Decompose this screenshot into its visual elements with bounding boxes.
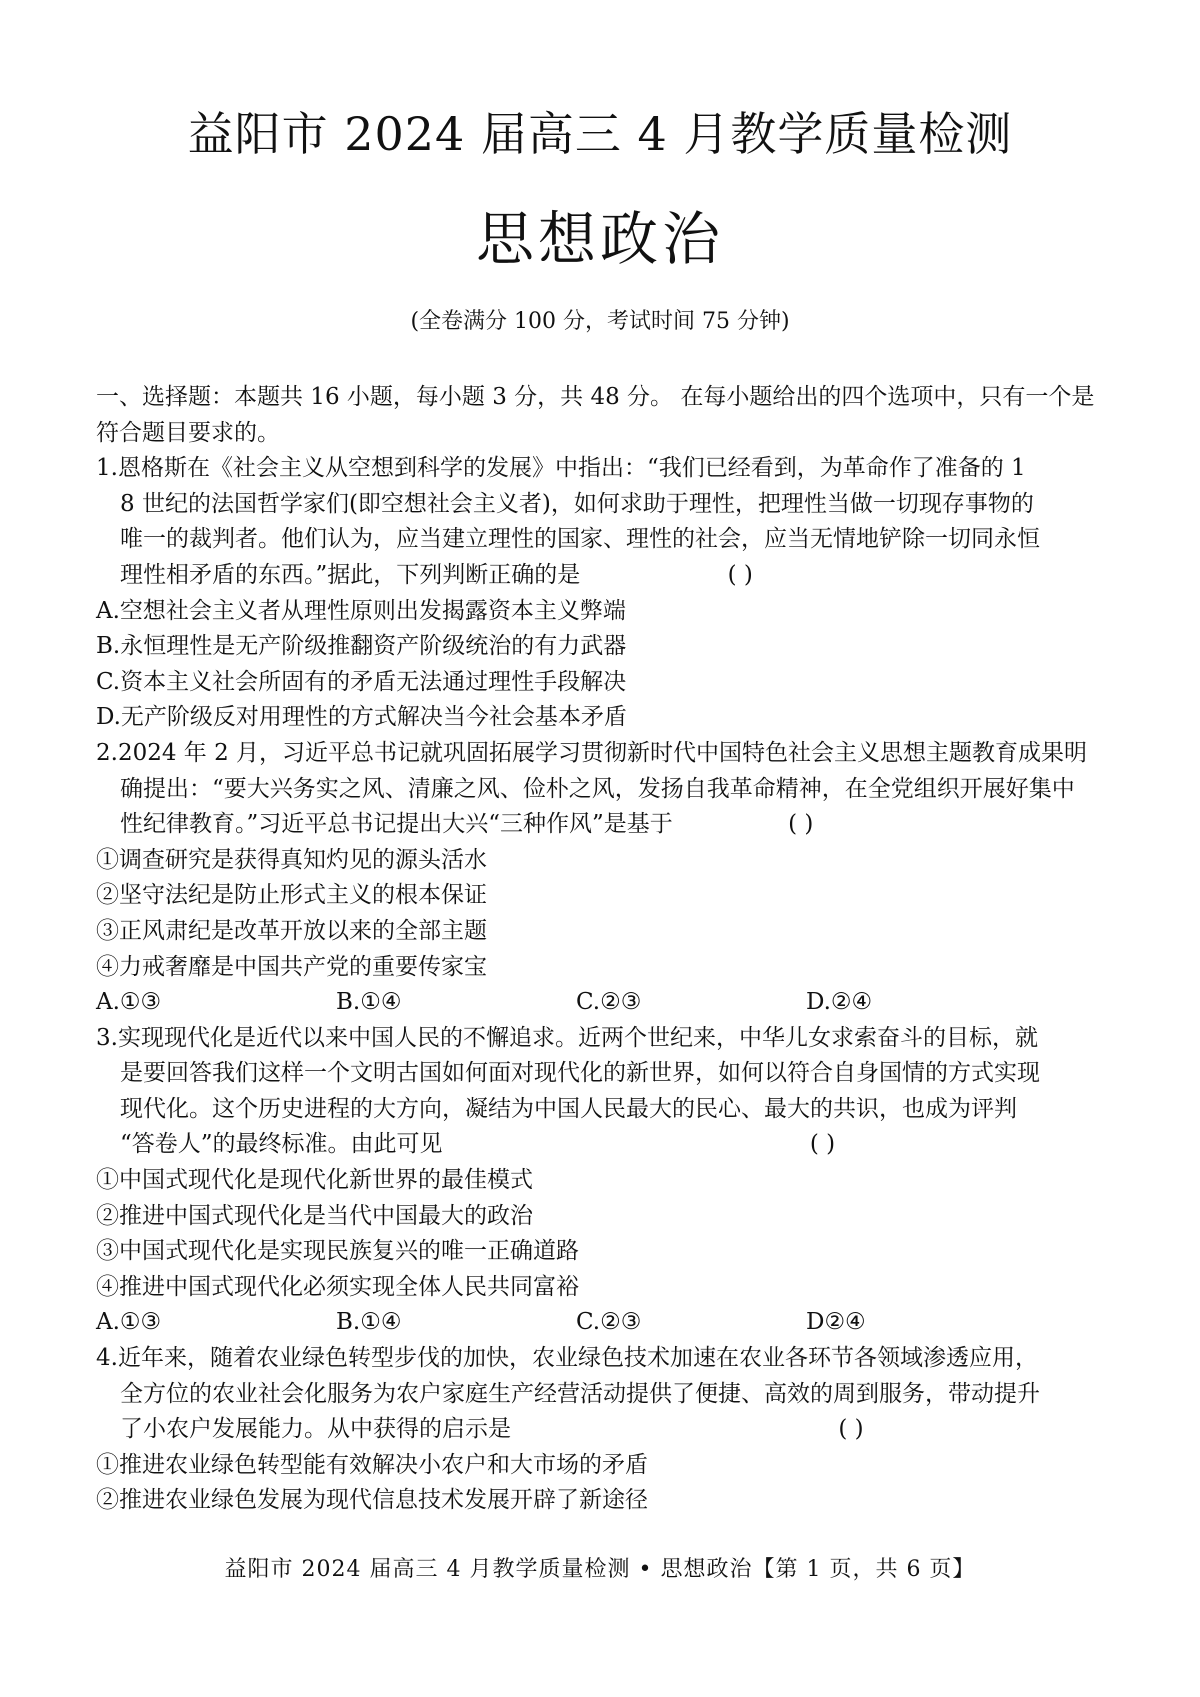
statement-1: ①推进农业绿色转型能有效解决小农户和大市场的矛盾 (96, 1451, 648, 1478)
question-stem-line: 现代化。这个历史进程的大方向，凝结为中国人民最大的民心、最大的共识，也成为评判 (120, 1095, 1017, 1122)
answer-bracket: ( ) (809, 1131, 836, 1158)
question-stem-line (96, 1127, 1116, 1163)
question-stem-line (96, 558, 1116, 594)
statement-2: ②推进中国式现代化是当代中国最大的政治 (96, 1202, 533, 1229)
question-stem-line: 唯一的裁判者。他们认为，应当建立理性的国家、理性的社会，应当无情地铲除一切同永恒 (120, 526, 1040, 553)
statement-1: ①中国式现代化是现代化新世界的最佳模式 (96, 1167, 533, 1194)
statement-3: ③正风肃纪是改革开放以来的全部主题 (96, 917, 487, 944)
question-stem-line: 4.近年来，随着农业绿色转型步伐的加快，农业绿色技术加速在农业各环节各领域渗透应用， (96, 1345, 1038, 1372)
question-stem-text: 性纪律教育。”习近平总书记提出大兴“三种作风”是基于 (120, 811, 673, 838)
statement-4: ④力戒奢靡是中国共产党的重要传家宝 (96, 953, 487, 980)
question-stem-text: “答卷人”的最终标准。由此可见 (120, 1131, 443, 1158)
question-stem-line: 3.实现现代化是近代以来中国人民的不懈追求。近两个世纪来，中华儿女求索奋斗的目标，就 (96, 1024, 1038, 1051)
question-4 (96, 1341, 1116, 1519)
exam-note: (全卷满分 100 分，考试时间 75 分钟) (410, 309, 790, 334)
answer-bracket: ( ) (727, 561, 753, 588)
statement-2: ②推进农业绿色发展为现代信息技术发展开辟了新途径 (96, 1487, 648, 1514)
exam-title: 益阳市 2024 届高三 4 月教学质量检测 (187, 107, 1013, 161)
question-2 (96, 736, 1116, 1021)
question-stem-line: 8 世纪的法国哲学家们(即空想社会主义者)，如何求助于理性，把理性当做一切现存事物的 (120, 490, 1034, 517)
question-content (96, 380, 1116, 1519)
statement-4: ④推进中国式现代化必须实现全体人民共同富裕 (96, 1273, 579, 1300)
answer-bracket: ( ) (838, 1416, 864, 1443)
option-c: C.资本主义社会所固有的矛盾无法通过理性手段解决 (96, 668, 627, 695)
choice-d: D.②④ (806, 989, 873, 1016)
choice-a: A.①③ (96, 989, 162, 1016)
statement-2: ②坚守法纪是防止形式主义的根本保证 (96, 882, 487, 909)
choice-row (96, 985, 1116, 1021)
question-3 (96, 1021, 1116, 1341)
question-stem-line: 1.恩格斯在《社会主义从空想到科学的发展》中指出：“我们已经看到，为革命作了准备的 1 (96, 455, 1026, 482)
question-stem-line: 确提出：“要大兴务实之风、清廉之风、俭朴之风，发扬自我革命精神，在全党组织开展好集中 (120, 775, 1075, 802)
question-stem-text: 理性相矛盾的东西。”据此，下列判断正确的是 (120, 561, 581, 588)
statement-1: ①调查研究是获得真知灼见的源头活水 (96, 846, 487, 873)
choice-d: D②④ (806, 1309, 866, 1336)
question-stem-line: 2.2024 年 2 月，习近平总书记就巩固拓展学习贯彻新时代中国特色社会主义思想主题教育成果明 (96, 739, 1088, 766)
question-stem-text: 了小农户发展能力。从中获得的启示是 (120, 1416, 511, 1443)
choice-a: A.①③ (96, 1309, 162, 1336)
question-1 (96, 451, 1116, 736)
answer-bracket: ( ) (788, 811, 814, 838)
question-stem-line: 是要回答我们这样一个文明古国如何面对现代化的新世界，如何以符合自身国情的方式实现 (120, 1060, 1040, 1087)
section-heading: 一、选择题：本题共 16 小题，每小题 3 分，共 48 分。 在每小题给出的四个选项中，只有一个是符合题目要求的。 (96, 384, 1095, 446)
choice-c: C.②③ (576, 989, 642, 1016)
subject-title: 思想政治 (475, 205, 724, 273)
option-a: A.空想社会主义者从理性原则出发揭露资本主义弊端 (96, 597, 626, 624)
choice-row (96, 1305, 1116, 1341)
question-stem-line (96, 1412, 1116, 1448)
statement-3: ③中国式现代化是实现民族复兴的唯一正确道路 (96, 1238, 579, 1265)
option-b: B.永恒理性是无产阶级推翻资产阶级统治的有力武器 (96, 633, 627, 660)
question-stem-line: 全方位的农业社会化服务为农户家庭生产经营活动提供了便捷、高效的周到服务，带动提升 (120, 1380, 1040, 1407)
choice-b: B.①④ (336, 989, 402, 1016)
page-footer: 益阳市 2024 届高三 4 月教学质量检测 • 思想政治【第 1 页，共 6 页】 (224, 1557, 976, 1582)
choice-c: C.②③ (576, 1309, 642, 1336)
option-d: D.无产阶级反对用理性的方式解决当今社会基本矛盾 (96, 704, 627, 731)
question-stem-line (96, 807, 1116, 843)
choice-b: B.①④ (336, 1309, 402, 1336)
